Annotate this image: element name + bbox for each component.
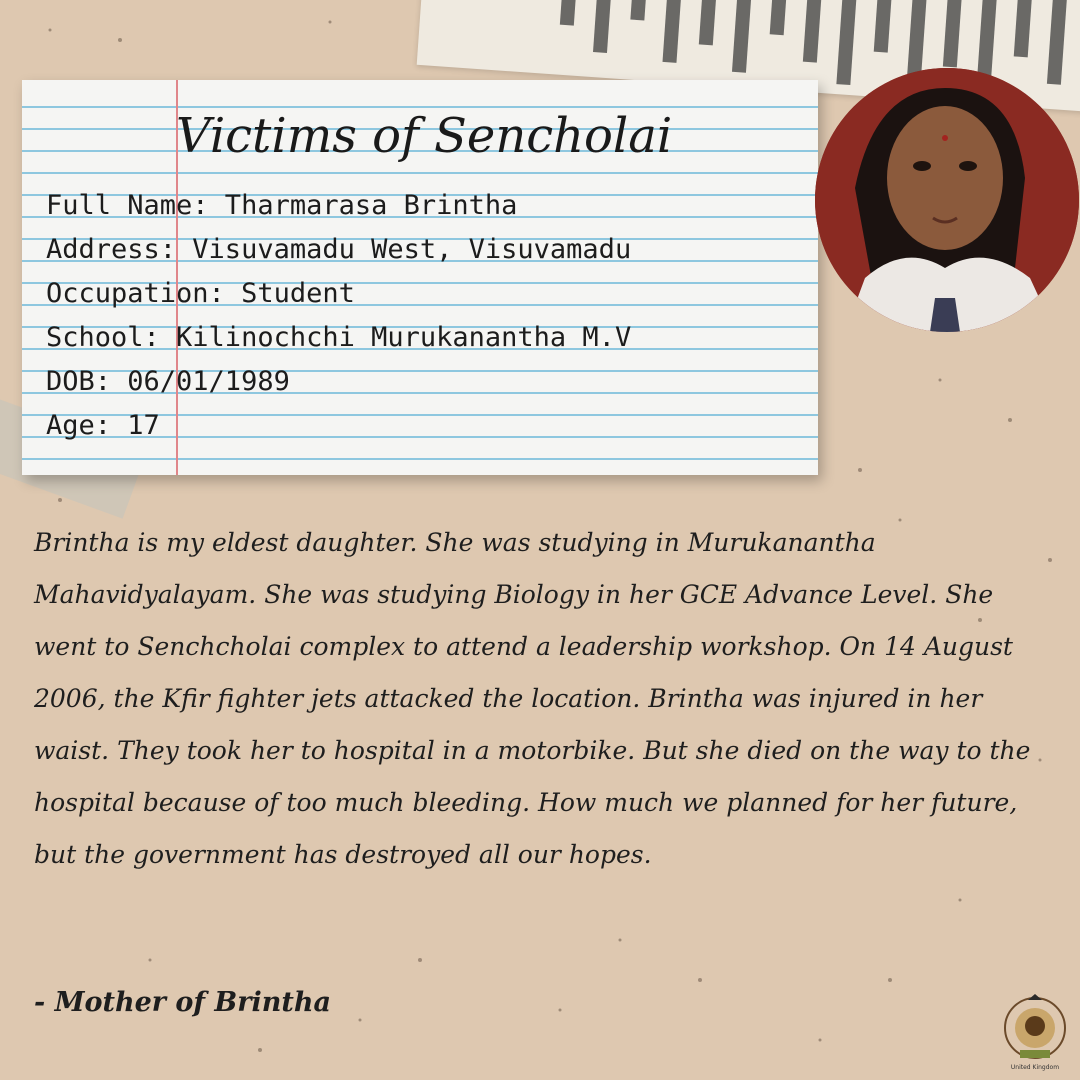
- field-address: Address: Visuvamadu West, Visuvamadu: [46, 234, 632, 265]
- portrait-photo: [815, 68, 1079, 332]
- attribution: - Mother of Brintha: [34, 987, 331, 1018]
- portrait-illustration: [815, 68, 1079, 332]
- emblem-caption: United Kingdom: [1010, 1064, 1060, 1071]
- field-school: School: Kilinochchi Murukanantha M.V: [46, 322, 632, 353]
- field-age: Age: 17: [46, 410, 160, 441]
- card-title: Victims of Sencholai: [176, 108, 673, 164]
- field-dob: DOB: 06/01/1989: [46, 366, 290, 397]
- field-full-name: Full Name: Tharmarasa Brintha: [46, 190, 518, 221]
- field-occupation: Occupation: Student: [46, 278, 355, 309]
- testimony-text: Brintha is my eldest daughter. She was studying in Murukanantha Mahavidyalayam. She was studying Biology in her GCE Advance Level. She went to Senchcholai complex to attend a leadership workshop. On 14 August 2006, the Kfir fighter jets attacked the location. Brintha was injured in her waist. They took her to hospital in a motorbike. But she died on the way to the hospital because of too much bleeding. How much we planned for her future, but the government has destroyed all our hopes.: [34, 528, 1031, 869]
